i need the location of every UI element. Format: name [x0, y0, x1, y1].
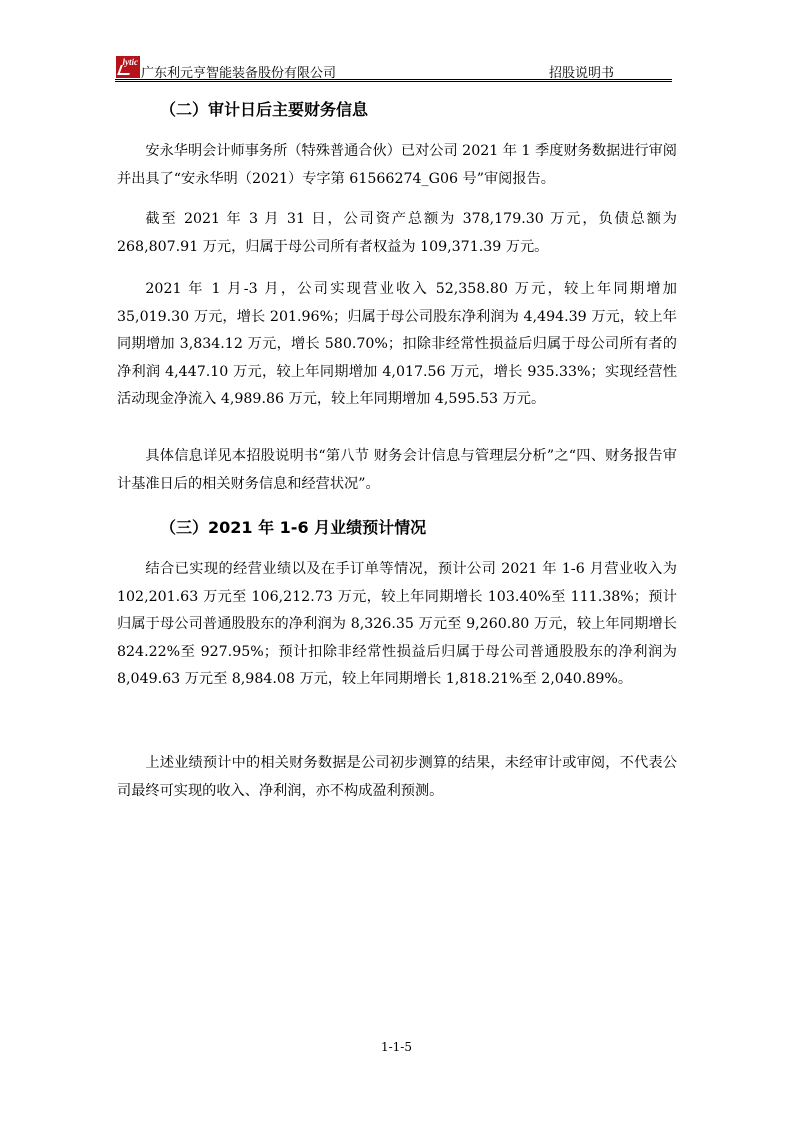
header-rule: [115, 79, 672, 82]
page-header: [115, 56, 672, 82]
paragraph: 具体信息详见本招股说明书“第八节 财务会计信息与管理层分析”之“四、财务报告审计基准日后的相关财务信息和经营状况”。: [117, 448, 677, 492]
document-type: 招股说明书: [548, 66, 614, 81]
paragraph: 2021 年 1 月-3 月，公司实现营业收入 52,358.80 万元，较上年同期增加 35,019.30 万元，增长 201.96%；归属于母公司股东净利润为 4,494.39 万元，较上年同期增加 3,834.12 万元，增长 580.70%；扣除非经常性损益后归属于母公司所有者的净利润 4,447.10 万元，较上年同期增加 4,017.56 万元，增长 935.33%；实现经营性活动现金净流入 4,989.86 万元，较上年同期增加 4,595.53 万元。: [117, 281, 677, 407]
section-heading-performance-forecast: （三）2021 年 1-6 月业绩预计情况: [160, 518, 427, 537]
paragraph: 结合已实现的经营业绩以及在手订单等情况，预计公司 2021 年 1-6 月营业收入为 102,201.63 万元至 106,212.73 万元，较上年同期增长 103.40%至 111.38%；预计归属于母公司普通股股东的净利润为 8,326.35 万元至 9,260.80 万元，较上年同期增长 824.22%至 927.95%；预计扣除非经常性损益后归属于母公司普通股股东的净利润为 8,049.63 万元至 8,984.08 万元，较上年同期增长 1,818.21%至 2,040.89%。: [117, 561, 677, 687]
page-number: 1-1-5: [380, 1040, 412, 1054]
section-heading-audit-financials: （二）审计日后主要财务信息: [160, 100, 369, 119]
company-logo: lytic: [116, 56, 140, 78]
paragraph: 安永华明会计师事务所（特殊普通合伙）已对公司 2021 年 1 季度财务数据进行审阅并出具了“安永华明（2021）专字第 61566274_G06 号”审阅报告。: [117, 143, 677, 187]
paragraph: 上述业绩预计中的相关财务数据是公司初步测算的结果，未经审计或审阅，不代表公司最终可实现的收入、净利润，亦不构成盈利预测。: [117, 755, 677, 799]
paragraph: 截至 2021 年 3 月 31 日，公司资产总额为 378,179.30 万元，负债总额为 268,807.91 万元，归属于母公司所有者权益为 109,371.39 万元。: [117, 211, 677, 255]
company-name: 广东利元亨智能装备股份有限公司: [141, 66, 337, 81]
